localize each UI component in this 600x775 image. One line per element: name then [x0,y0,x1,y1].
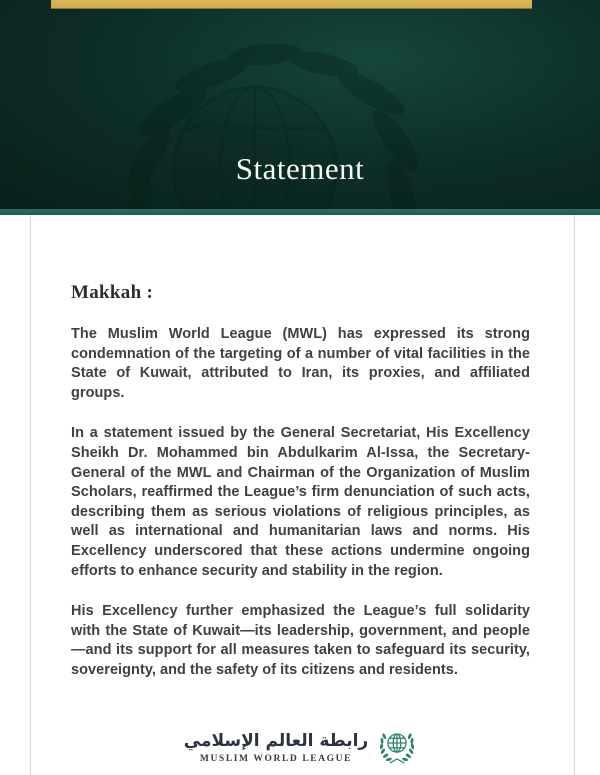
gold-accent-bar [51,0,532,9]
page-title: Statement [235,151,365,186]
dateline-heading: Makkah : [71,282,154,303]
statement-paragraph: In a statement issued by the General Secretariat, His Excellency Sheikh Dr. Mohammed bin Abdulkarim Al-Issa, the Secretary-General of the MWL and Chairman of the Organization of Muslim Scholars, reaffirmed the League’s firm denunciation of such acts, describing them as serious violations of religious principles, as well as international and humanitarian laws and norms. His Excellency underscored that these actions undermine ongoing efforts to enhance security and stability in the region. [71,425,530,579]
mwl-logo-text [184,732,368,765]
statement-header [0,0,600,209]
statement-card [30,215,575,775]
statement-paragraph: His Excellency further emphasized the League’s full solidarity with the State of Kuwait—its leadership, government, and people—and its support for all measures taken to safeguard its security, sovereignty, and the safety of its citizens and residents. [71,603,530,678]
mwl-logo-arabic: رابطة العالم الإسلامي [183,730,369,751]
mwl-logo-english: MUSLIM WORLD LEAGUE [199,754,353,765]
mwl-logo [71,726,530,771]
mwl-globe-wreath-icon [377,726,417,771]
statement-paragraph: The Muslim World League (MWL) has expressed its strong condemnation of the targeting of a number of vital facilities in the State of Kuwait, attributed to Iran, its proxies, and affiliated groups. [71,326,530,401]
